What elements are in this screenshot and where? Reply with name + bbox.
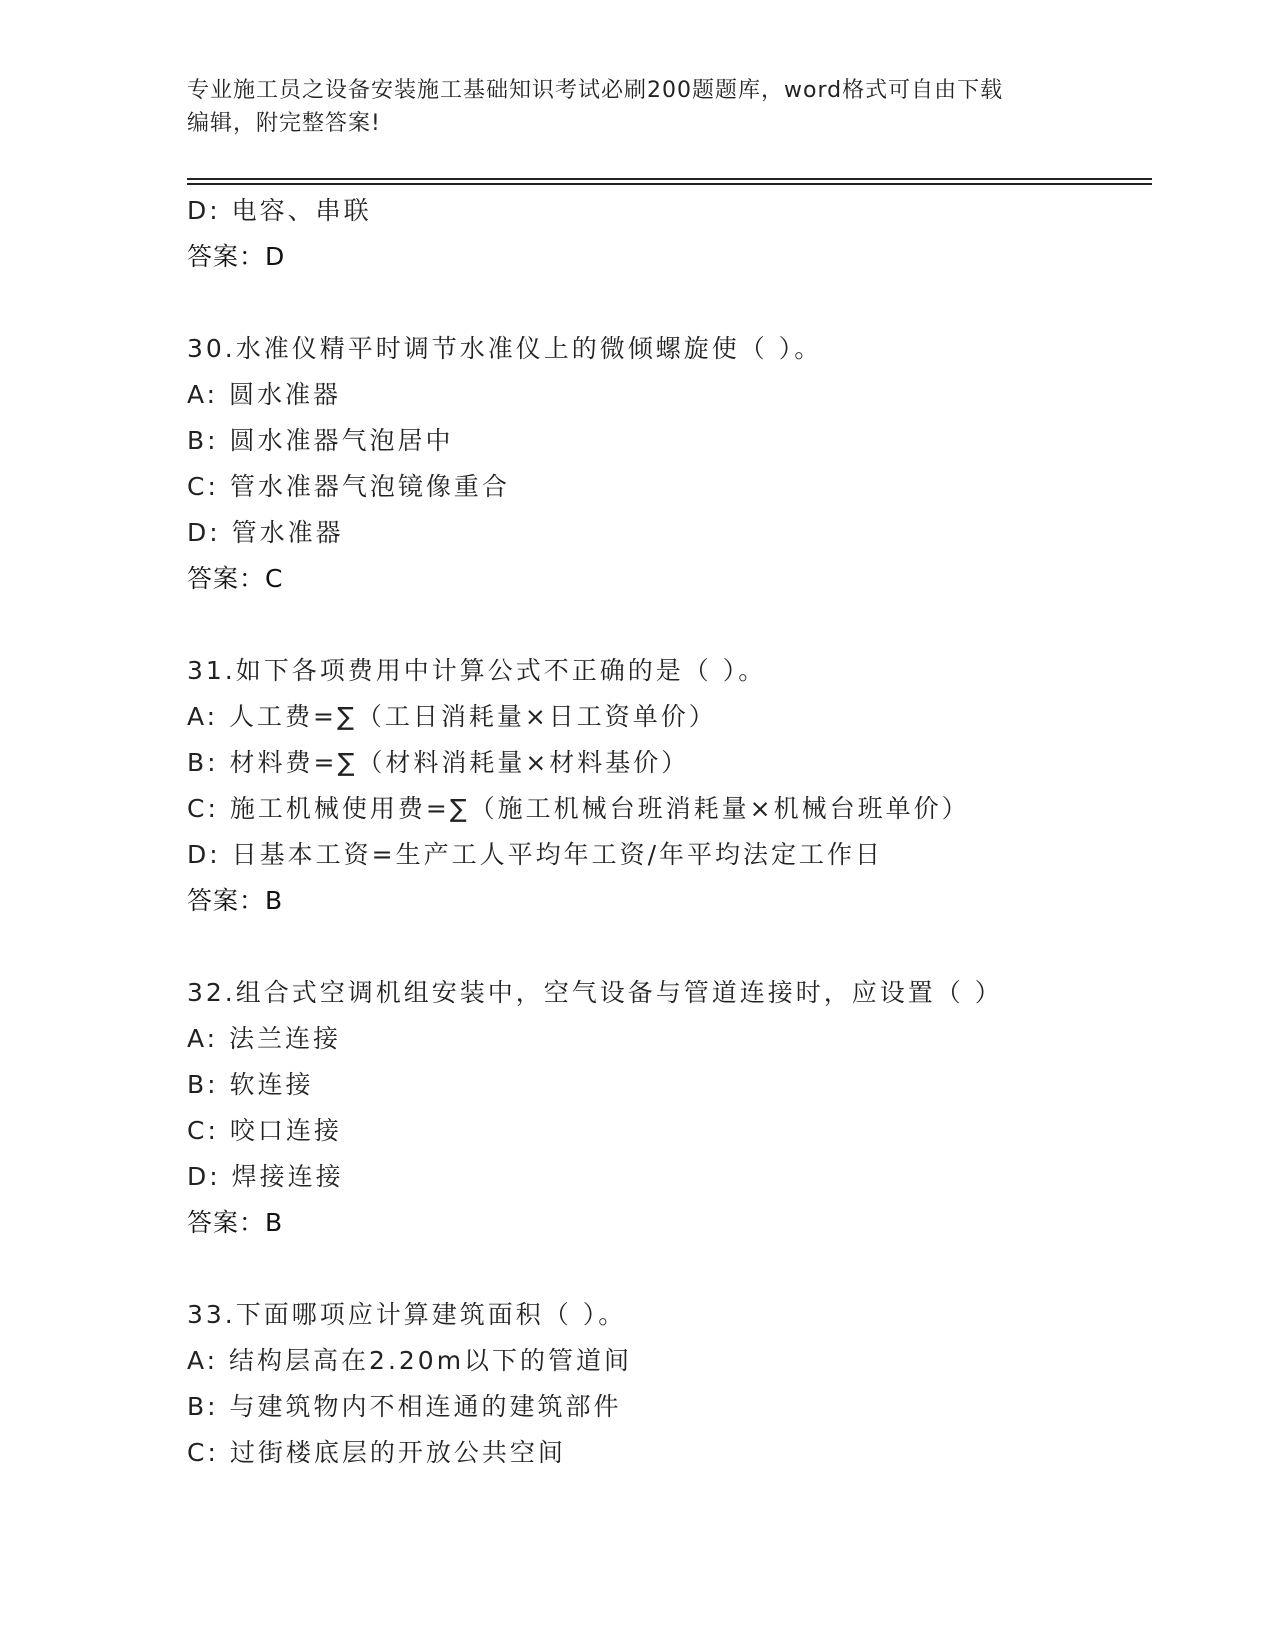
question-block-32 [187,970,1152,1246]
question-stem: 30.水准仪精平时调节水准仪上的微倾螺旋使（ ）。 [187,334,823,363]
question-block-31 [187,648,1152,924]
question-block-30 [187,326,1152,602]
question-spacer [187,924,1152,970]
option-b: B: 圆水准器气泡居中 [187,426,454,455]
answer-line: 答案：C [187,564,284,593]
header-title-line-1: 专业施工员之设备安装施工基础知识考试必刷200题题库，word格式可自由下载 [187,78,1004,103]
question-stem: 31.如下各项费用中计算公式不正确的是（ ）。 [187,656,767,685]
header-divider-top [187,178,1152,180]
question-stem: 33.下面哪项应计算建筑面积（ ）。 [187,1300,627,1329]
question-block-33 [187,1292,1152,1476]
option-d: D: 焊接连接 [187,1162,344,1191]
option-a: A: 结构层高在2.20m以下的管道间 [187,1346,633,1375]
question-content [187,188,1152,1476]
option-b: B: 软连接 [187,1070,314,1099]
option-a: A: 法兰连接 [187,1024,342,1053]
option-c: C: 过街楼底层的开放公共空间 [187,1438,566,1467]
question-spacer [187,602,1152,648]
document-header [187,74,1067,140]
option-a: A: 圆水准器 [187,380,342,409]
answer-line: 答案：B [187,1208,284,1237]
option-c: C: 管水准器气泡镜像重合 [187,472,510,501]
option-a: A: 人工费=∑（工日消耗量×日工资单价） [187,702,717,731]
header-divider-bottom [187,183,1152,185]
option-b: B: 材料费=∑（材料消耗量×材料基价） [187,748,690,777]
answer-line: 答案：B [187,886,284,915]
option-d: D: 管水准器 [187,518,344,547]
option-c: C: 施工机械使用费=∑（施工机械台班消耗量×机械台班单价） [187,794,970,823]
option-c: C: 咬口连接 [187,1116,342,1145]
question-spacer [187,1246,1152,1292]
option-b: B: 与建筑物内不相连通的建筑部件 [187,1392,622,1421]
option-d: D: 日基本工资=生产工人平均年工资/年平均法定工作日 [187,840,883,869]
header-title-line-2: 编辑，附完整答案! [187,111,381,136]
option-d: D: 电容、串联 [187,196,372,225]
question-spacer [187,280,1152,326]
question-stem: 32.组合式空调机组安装中，空气设备与管道连接时，应设置（ ） [187,978,1003,1007]
answer-line: 答案：D [187,242,286,271]
